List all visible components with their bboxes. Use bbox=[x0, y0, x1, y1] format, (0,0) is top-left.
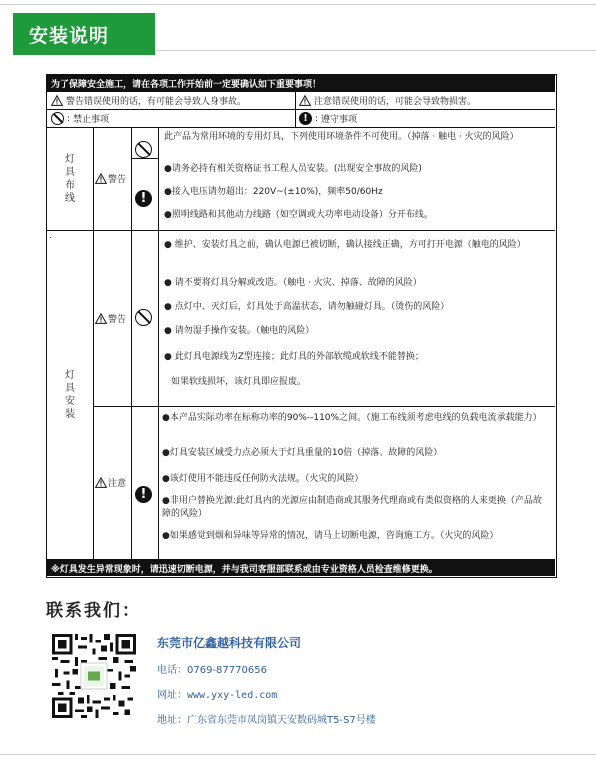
warning-triangle-icon bbox=[95, 313, 107, 324]
install-item-5: ● 此灯具电源线为Z型连接；此灯具的外部软缆或软线不能替换； bbox=[164, 352, 424, 362]
section-install-label: 灯具安装 bbox=[65, 369, 75, 420]
prohibit-icon bbox=[135, 141, 152, 162]
bottom-banner: ※灯具发生异常现象时，请迅速切断电源，并与我司客服部联系或由专业资格人员检查维修更换。 bbox=[47, 560, 555, 576]
legend-prohibit: : 禁止事项 bbox=[47, 110, 295, 127]
section-install-level: 警告 bbox=[95, 230, 131, 406]
install-item-1: ● 维护、安装灯具之前，确认电源已被切断，确认接线正确，方可打开电源（触电的风险） bbox=[164, 240, 526, 250]
phone: 电话：0769-87770656 bbox=[157, 665, 267, 676]
address: 地址：广东省东莞市凤岗镇天安数码城T5-S7号楼 bbox=[157, 715, 376, 726]
install-item-2: ● 请不要将灯具分解或改造。（触电 · 火灾、掉落、故障的风险） bbox=[164, 278, 422, 288]
install-item-6: 如果软线损坏，该灯具即应报废。 bbox=[171, 377, 307, 387]
top-divider bbox=[0, 4, 596, 5]
warning-triangle-icon bbox=[51, 95, 63, 106]
wiring-item-2: ●请务必持有相关资格证书工程人员安装。(出现安全事故的风险) bbox=[164, 164, 422, 174]
caution-item-1: ●本产品实际功率在标称功率的90%--110%之间。（施工布线须考虑电线的负载电流承载能力） bbox=[162, 413, 542, 423]
install-item-3: ● 点灯中、灭灯后，灯具处于高温状态，请勿触碰灯具。（烫伤的风险） bbox=[164, 302, 450, 312]
safety-table bbox=[46, 74, 557, 578]
caution-triangle-icon bbox=[95, 477, 107, 488]
install-item-4: ● 请勿湿手操作安装。（触电的风险） bbox=[164, 326, 315, 336]
section-wiring-level: 警告 bbox=[95, 127, 131, 230]
qr-code bbox=[52, 634, 136, 718]
wiring-item-4: ●照明线路和其他动力线路（如空调或大功率电动设备）分开布线。 bbox=[164, 210, 433, 220]
prohibit-icon bbox=[135, 309, 152, 330]
caution-item-5: ●如果感觉到烟和异味等异常的情况，请马上切断电源，咨询施工方。（火灾的风险） bbox=[162, 531, 499, 541]
stray-mark: . bbox=[49, 231, 52, 241]
company-name: 东莞市亿鑫越科技有限公司 bbox=[157, 636, 302, 650]
legend-warning-text: 警告错误使用的话，有可能会导致人身事故。 bbox=[66, 97, 247, 107]
legend-must: ! : 遵守事项 bbox=[295, 110, 555, 127]
exclamation-icon: ! bbox=[299, 112, 312, 125]
section-wiring-label: 灯具布线 bbox=[65, 153, 75, 204]
top-banner: 为了保障安全施工，请在各项工作开始前一定要确认如下重要事项！ bbox=[47, 75, 555, 91]
contact-title: 联系我们： bbox=[46, 601, 141, 621]
caution-item-4: ●非用户替换光源:此灯具内的光源应由制造商或其服务代理商或有类似资格的人来更换（产品故障的风险） bbox=[162, 496, 542, 519]
bottom-divider bbox=[0, 754, 596, 755]
caution-item-2: ●灯具安装区域受力点必须大于灯具重量的10倍（掉落、故障的风险） bbox=[162, 448, 443, 458]
legend-caution-text: 注意错误使用的话，可能会导致物损害。 bbox=[314, 97, 477, 107]
warning-triangle-icon bbox=[95, 173, 107, 184]
exclamation-icon: ! bbox=[135, 187, 152, 207]
page-title: 安装说明 bbox=[13, 13, 155, 55]
website-link[interactable]: 网址：www.yxy-led.com bbox=[157, 690, 278, 701]
legend-must-text: 遵守事项 bbox=[321, 115, 358, 125]
exclamation-icon: ! bbox=[135, 483, 152, 503]
wiring-item-1: 此产品为常用环境的专用灯具，下列使用环境条件不可使用。（掉落 · 触电 · 火灾的风险） bbox=[164, 132, 519, 142]
prohibit-icon bbox=[51, 112, 64, 125]
wiring-item-3: ●接入电压请勿超出：220V~(±10%)，频率50/60Hz bbox=[164, 187, 383, 197]
legend-warning bbox=[47, 92, 295, 109]
caution-triangle-icon bbox=[299, 95, 311, 106]
legend-prohibit-text: 禁止事项 bbox=[73, 115, 110, 125]
legend-caution bbox=[295, 92, 555, 109]
title-divider bbox=[155, 50, 596, 51]
section-caution-level: 注意 bbox=[95, 406, 131, 559]
caution-item-3: ●该灯使用不能违反任何防火法规。（火灾的风险） bbox=[162, 474, 364, 484]
